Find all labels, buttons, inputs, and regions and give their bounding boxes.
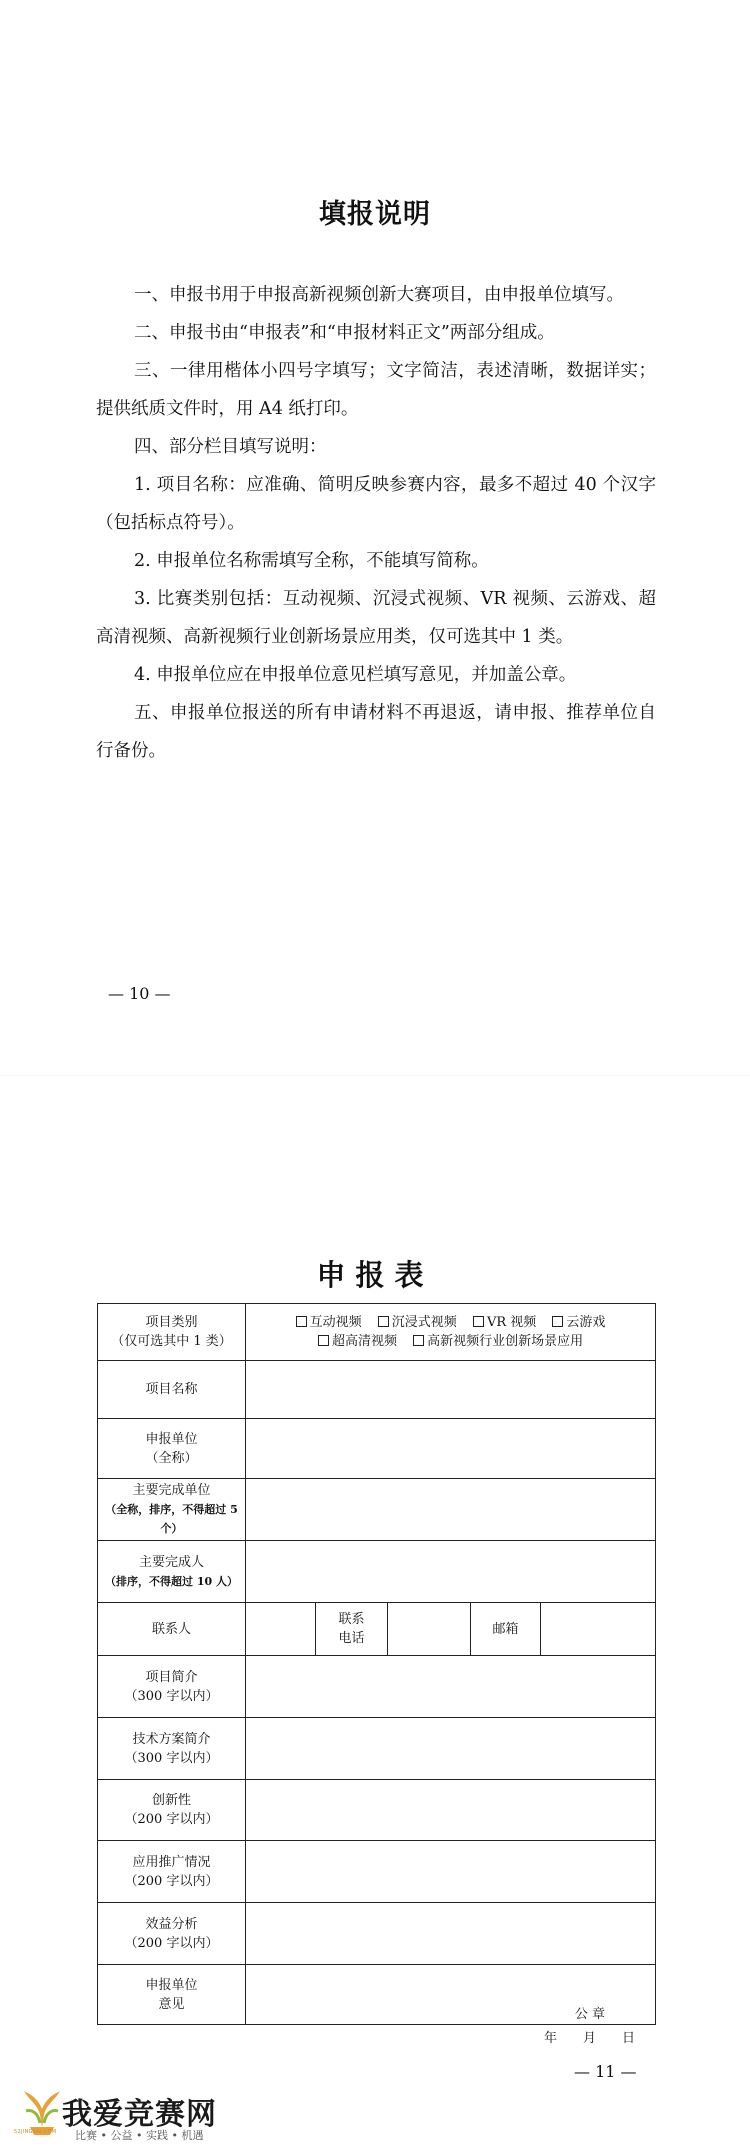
applicant-label: 申报单位 （全称） xyxy=(98,1419,246,1479)
checkbox-icon[interactable] xyxy=(473,1316,484,1327)
innovation-label: 创新性 （200 字以内） xyxy=(98,1780,246,1841)
instruction-paragraph: 2. 申报单位名称需填写全称，不能填写简称。 xyxy=(134,551,489,571)
instruction-paragraph: 三、一律用楷体小四号字填写；文字简洁，表述清晰，数据详实；提供纸质文件时，用 A4 纸打印。 xyxy=(96,361,656,419)
page-number: — 10 — xyxy=(108,984,171,1003)
application-form-table xyxy=(97,1303,656,2046)
table-row xyxy=(98,1603,656,1656)
table-row xyxy=(98,1361,656,1419)
instruction-paragraph: 四、部分栏目填写说明： xyxy=(134,437,327,457)
instruction-paragraph: 3. 比赛类别包括：互动视频、沉浸式视频、VR 视频、云游戏、超高清视频、高新视频行业创新场景应用类，仅可选其中 1 类。 xyxy=(96,589,656,647)
table-row xyxy=(98,1541,656,1603)
instruction-paragraph: 1. 项目名称：应准确、简明反映参赛内容，最多不超过 40 个汉字（包括标点符号）。 xyxy=(96,475,656,533)
instructions-title: 填报说明 xyxy=(319,199,431,230)
category-option[interactable]: VR 视频 xyxy=(473,1313,536,1332)
main-people-field[interactable] xyxy=(246,1541,656,1603)
checkbox-icon[interactable] xyxy=(413,1335,424,1346)
promotion-field[interactable] xyxy=(246,1841,656,1903)
checkbox-icon[interactable] xyxy=(318,1335,329,1346)
date-label: 年 月 日 xyxy=(544,2030,636,2046)
page-divider xyxy=(0,1075,750,1076)
intro-field[interactable] xyxy=(246,1656,656,1718)
main-units-label: 主要完成单位 （全称，排序，不得超过 5 个） xyxy=(98,1479,246,1541)
watermark-name: 我爱竞赛网 xyxy=(62,2097,217,2132)
benefit-field[interactable] xyxy=(246,1903,656,1965)
category-option[interactable]: 高新视频行业创新场景应用 xyxy=(413,1332,583,1351)
table-row xyxy=(98,1718,656,1780)
category-option[interactable]: 云游戏 xyxy=(552,1313,605,1332)
instruction-paragraph: 4. 申报单位应在申报单位意见栏填写意见，并加盖公章。 xyxy=(134,665,577,685)
intro-label: 项目简介 （300 字以内） xyxy=(98,1656,246,1718)
applicant-field[interactable] xyxy=(246,1419,656,1479)
tech-field[interactable] xyxy=(246,1718,656,1780)
category-option[interactable]: 沉浸式视频 xyxy=(378,1313,457,1332)
watermark-domain: 52JINGSAI.COM xyxy=(14,2129,57,2135)
category-option[interactable]: 互动视频 xyxy=(296,1313,362,1332)
watermark-slogan: 比赛 • 公益 • 实践 • 机遇 xyxy=(75,2129,204,2142)
phone-label: 联系 电话 xyxy=(316,1603,388,1656)
category-options-cell xyxy=(246,1304,656,1361)
checkbox-icon[interactable] xyxy=(378,1316,389,1327)
category-label-cell: 项目类别 （仅可选其中 1 类） xyxy=(98,1304,246,1361)
checkbox-icon[interactable] xyxy=(296,1316,307,1327)
contact-label: 联系人 xyxy=(98,1603,246,1656)
instructions-body xyxy=(96,276,656,770)
contact-field[interactable] xyxy=(246,1603,316,1656)
main-people-label: 主要完成人 （排序，不得超过 10 人） xyxy=(98,1541,246,1603)
instructions-page xyxy=(0,0,750,1075)
seal-label: 公 章 xyxy=(574,2006,606,2022)
instruction-paragraph: 五、申报单位报送的所有申请材料不再退返，请申报、推荐单位自行备份。 xyxy=(96,703,656,761)
opinion-label: 申报单位 意见 xyxy=(98,1965,246,2025)
table-row xyxy=(98,1841,656,1903)
table-row xyxy=(98,1479,656,1541)
checkbox-icon[interactable] xyxy=(552,1316,563,1327)
instruction-paragraph: 二、申报书由“申报表”和“申报材料正文”两部分组成。 xyxy=(134,323,555,343)
benefit-label: 效益分析 （200 字以内） xyxy=(98,1903,246,1965)
table-row xyxy=(98,1656,656,1718)
project-name-label: 项目名称 xyxy=(98,1361,246,1419)
phone-field[interactable] xyxy=(388,1603,471,1656)
category-option[interactable]: 超高清视频 xyxy=(318,1332,397,1351)
tech-label: 技术方案简介 （300 字以内） xyxy=(98,1718,246,1780)
table-row xyxy=(98,1903,656,1965)
table-row xyxy=(98,1780,656,1841)
table-row xyxy=(98,1965,656,2025)
innovation-field[interactable] xyxy=(246,1780,656,1841)
form-title: 申报表 xyxy=(316,1258,434,1292)
instruction-paragraph: 一、申报书用于申报高新视频创新大赛项目，由申报单位填写。 xyxy=(134,285,624,305)
email-field[interactable] xyxy=(541,1603,656,1656)
page-number: — 11 — xyxy=(574,2062,637,2081)
email-label: 邮箱 xyxy=(471,1603,541,1656)
table-row xyxy=(98,1419,656,1479)
table-row xyxy=(98,1304,656,1361)
opinion-field[interactable] xyxy=(246,1965,656,2046)
promotion-label: 应用推广情况 （200 字以内） xyxy=(98,1841,246,1903)
project-name-field[interactable] xyxy=(246,1361,656,1419)
main-units-field[interactable] xyxy=(246,1479,656,1541)
